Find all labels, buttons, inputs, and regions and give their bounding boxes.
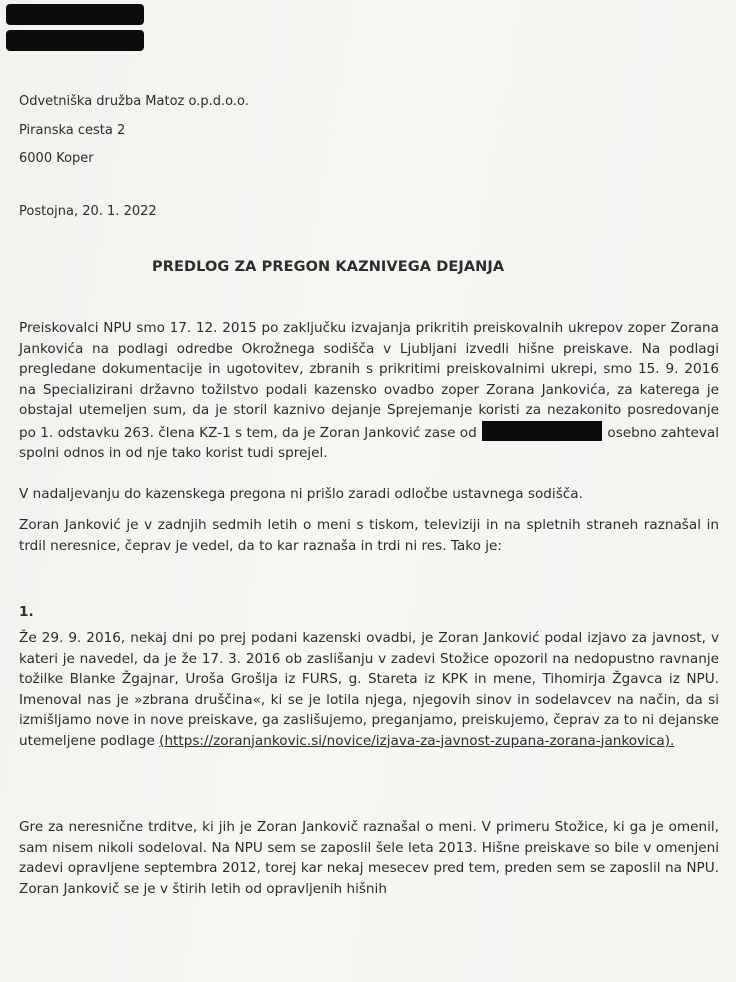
item-number: 1. <box>19 604 34 620</box>
paragraph-1-text-a: Preiskovalci NPU smo 17. 12. 2015 po zaključku izvajanja prikritih preiskovalnih ukrepov zoper Zorana Jankovića na podlagi odredbe Okrožnega sodišča v Ljubljani izvedli hišne preiskave. Na podlagi pregledane dokumentacije in ugotovitev, zbranih s prikritimi preiskovalnimi ukrepi, smo 15. 9. 2016 na Specializirani državno tožilstvo podali kazensko ovadbo zoper Zorana Jankovića, za katerega je obstajal utemeljen sum, da je storil kaznivo dejanje Sprejemanje koristi za nezakonito posredovanje po 1. odstavku 263. člena KZ-1 s tem, da je Zoran Janković zase od <box>19 320 719 441</box>
recipient-city: 6000 Koper <box>19 151 94 166</box>
redacted-header-line-2 <box>6 30 144 51</box>
paragraph-4 <box>19 628 719 751</box>
recipient-address <box>19 88 249 174</box>
recipient-street: Piranska cesta 2 <box>19 122 126 138</box>
paragraph-4-text: Že 29. 9. 2016, nekaj dni po prej podani kazenski ovadbi, je Zoran Janković podal izjavo za javnost, v kateri je navedel, da je že 17. 3. 2016 ob zaslišanju v zadevi Stožice opozoril na nedopustno ravnanje tožilke Blanke Žgajnar, Uroša Grošlja iz FURS, g. Stareta iz KPK in mene, Tihomirja Žgavca iz NPU. Imenoval nas je »zbrana druščina«, ki se je lotila njega, njegovih sinov in sodelavcev na način, da si izmišljamo nove in nove preiskave, ga zaslišujemo, preganjamo, preiskujemo, čeprav za to ni dejanske utemeljene podlage <box>19 630 719 749</box>
document-date: Postojna, 20. 1. 2022 <box>19 204 157 219</box>
redacted-header-line-1 <box>6 4 144 25</box>
recipient-name: Odvetniška družba Matoz o.p.d.o.o. <box>19 94 249 109</box>
paragraph-5: Gre za neresnične trditve, ki jih je Zoran Jankovič raznašal o meni. V primeru Stožice, ki ga je omenil, sam nisem nikoli sodeloval. Na NPU sem se zaposlil šele leta 2013. Hišne preiskave so bile v omenjeni zadevi opravljene septembra 2012, torej kar nekaj mesecev pred tem, preden sem se zaposlil na NPU. Zoran Jankovič se je v štirih letih od opravljenih hišnih <box>19 819 719 897</box>
document-title: PREDLOG ZA PREGON KAZNIVEGA DEJANJA <box>152 259 505 275</box>
paragraph-3: Zoran Janković je v zadnjih sedmih letih o meni s tiskom, televiziji in na spletnih straneh raznašal in trdil neresnice, čeprav je vedel, da to kar raznaša in trdi ni res. Tako je: <box>19 517 719 554</box>
paragraph-1-text-b: osebno zahteval spolni odnos in od nje tako korist tudi sprejel. <box>19 424 719 461</box>
redacted-name-inline <box>482 421 602 441</box>
source-link[interactable]: (https://zoranjankovic.si/novice/izjava-za-javnost-zupana-zorana-jankovica). <box>159 732 675 749</box>
paragraph-2: V nadaljevanju do kazenskega pregona ni prišlo zaradi odločbe ustavnega sodišča. <box>19 486 583 502</box>
paragraph-1 <box>19 318 719 464</box>
